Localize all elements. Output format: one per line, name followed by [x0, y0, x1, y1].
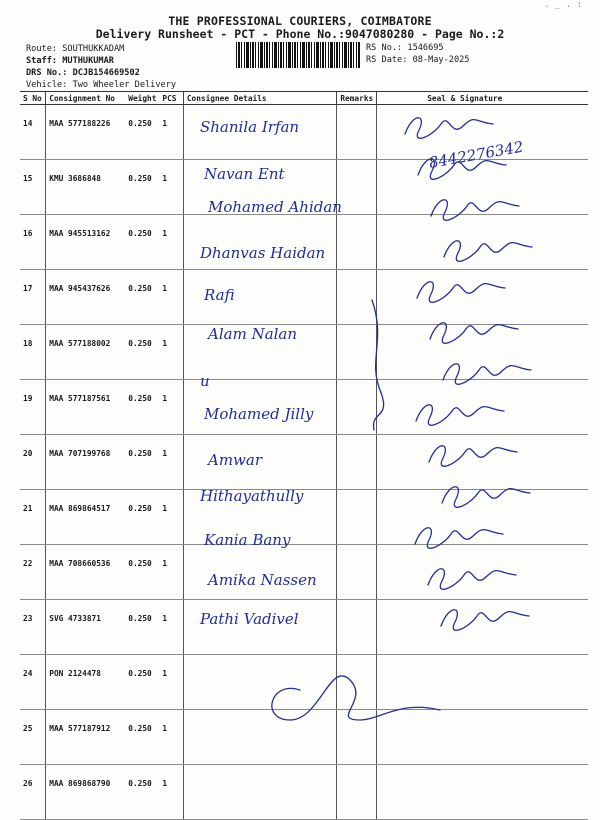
cell-pcs: 1: [159, 435, 183, 490]
cell-sno: 25: [20, 710, 46, 765]
cell-pcs: 1: [159, 600, 183, 655]
cell-pcs: 1: [159, 710, 183, 765]
rs-number: RS No.: 1546695: [366, 43, 444, 53]
cell-consignment: KMU 3686848: [46, 160, 125, 215]
cell-sno: 15: [20, 160, 46, 215]
signature-scribble: [443, 364, 531, 385]
route-line: Route: SOUTHUKKADAM: [26, 44, 125, 54]
signature-scribble: [428, 569, 516, 590]
cell-weight: 0.250: [125, 545, 159, 600]
closing-signature: [272, 676, 440, 720]
signature-scribble: [444, 241, 532, 262]
cell-consignment: MAA 708660536: [46, 545, 125, 600]
cell-consignment: MAA 577188226: [46, 105, 125, 160]
signature-scribble: [431, 200, 519, 221]
col-consignee: Consignee Details: [183, 92, 337, 105]
cell-sno: 23: [20, 600, 46, 655]
cell-consignment: SVG 4733871: [46, 600, 125, 655]
consignee-handwriting: Kania Bany: [204, 531, 291, 549]
consignee-handwriting: Rafi: [204, 286, 235, 304]
consignee-handwriting: Mohamed Jilly: [204, 405, 314, 423]
vehicle-line: Vehicle: Two Wheeler Delivery: [26, 80, 177, 90]
consignee-handwriting: Alam Nalan: [208, 325, 298, 343]
cell-consignment: PON 2124478: [46, 655, 125, 710]
cell-weight: 0.250: [125, 655, 159, 710]
consignee-handwriting: Amika Nassen: [208, 571, 317, 589]
signature-scribble: [415, 528, 503, 549]
col-pcs: PCS: [159, 92, 183, 105]
cell-weight: 0.250: [125, 380, 159, 435]
cell-sno: 22: [20, 545, 46, 600]
col-signature: Seal & Signature: [377, 92, 588, 105]
cell-pcs: 1: [159, 765, 183, 820]
cell-weight: 0.250: [125, 160, 159, 215]
handwritten-phone: 8442276342: [427, 137, 525, 172]
consignee-handwriting: Amwar: [208, 451, 263, 469]
cell-pcs: 1: [159, 545, 183, 600]
cell-weight: 0.250: [125, 490, 159, 545]
signature-scribble: [442, 487, 530, 508]
corner-mark: . _ . :: [544, 0, 582, 10]
consignee-handwriting: Navan Ent: [204, 165, 285, 183]
cell-weight: 0.250: [125, 215, 159, 270]
cell-sno: 14: [20, 105, 46, 160]
signature-scribble: [430, 323, 518, 344]
cell-pcs: 1: [159, 655, 183, 710]
cell-weight: 0.250: [125, 710, 159, 765]
cell-consignment: MAA 707199768: [46, 435, 125, 490]
col-remarks: Remarks: [337, 92, 377, 105]
cell-pcs: 1: [159, 325, 183, 380]
signature-scribble: [405, 118, 493, 139]
consignee-handwriting: Pathi Vadivel: [200, 610, 299, 628]
company-title: THE PROFESSIONAL COURIERS, COIMBATORE: [168, 14, 432, 28]
cell-weight: 0.250: [125, 765, 159, 820]
staff-line: Staff: MUTHUKUMAR: [26, 56, 114, 66]
cell-consignment: MAA 577188002: [46, 325, 125, 380]
cell-pcs: 1: [159, 380, 183, 435]
cell-pcs: 1: [159, 215, 183, 270]
cell-weight: 0.250: [125, 435, 159, 490]
signature-scribble: [441, 610, 529, 631]
cell-sno: 21: [20, 490, 46, 545]
consignee-handwriting: Hithayathully: [200, 487, 304, 505]
consignee-handwriting: Mohamed Ahidan: [208, 198, 342, 216]
cell-weight: 0.250: [125, 270, 159, 325]
cell-consignment: MAA 577187561: [46, 380, 125, 435]
runsheet-subtitle: Delivery Runsheet - PCT - Phone No.:9047080280 - Page No.:2: [95, 27, 505, 41]
cell-pcs: 1: [159, 105, 183, 160]
col-sno: S No: [20, 92, 46, 105]
consignee-handwriting: Shanila Irfan: [200, 118, 300, 136]
cell-weight: 0.250: [125, 105, 159, 160]
cell-sno: 16: [20, 215, 46, 270]
drs-line: DRS No.: DCJB154669502: [26, 68, 140, 78]
rs-date: RS Date: 08-May-2025: [366, 55, 470, 65]
cell-weight: 0.250: [125, 325, 159, 380]
cell-pcs: 1: [159, 160, 183, 215]
signature-scribble: [417, 282, 505, 303]
cell-pcs: 1: [159, 270, 183, 325]
cell-sno: 24: [20, 655, 46, 710]
cell-sno: 20: [20, 435, 46, 490]
cell-consignment: MAA 945437626: [46, 270, 125, 325]
col-consignment: Consignment No: [46, 92, 125, 105]
cell-weight: 0.250: [125, 600, 159, 655]
cell-sno: 17: [20, 270, 46, 325]
cell-consignment: MAA 869864517: [46, 490, 125, 545]
cell-consignment: MAA 945513162: [46, 215, 125, 270]
cell-consignment: MAA 577187912: [46, 710, 125, 765]
cell-sno: 19: [20, 380, 46, 435]
cell-consignment: MAA 869868790: [46, 765, 125, 820]
signature-scribble: [416, 405, 504, 426]
cell-pcs: 1: [159, 490, 183, 545]
cell-sno: 26: [20, 765, 46, 820]
col-weight: Weight: [125, 92, 159, 105]
consignee-handwriting: u: [200, 372, 210, 390]
consignee-handwriting: Dhanvas Haidan: [200, 244, 326, 262]
cell-sno: 18: [20, 325, 46, 380]
signature-scribble: [429, 446, 517, 467]
remark-stroke: [372, 300, 384, 430]
